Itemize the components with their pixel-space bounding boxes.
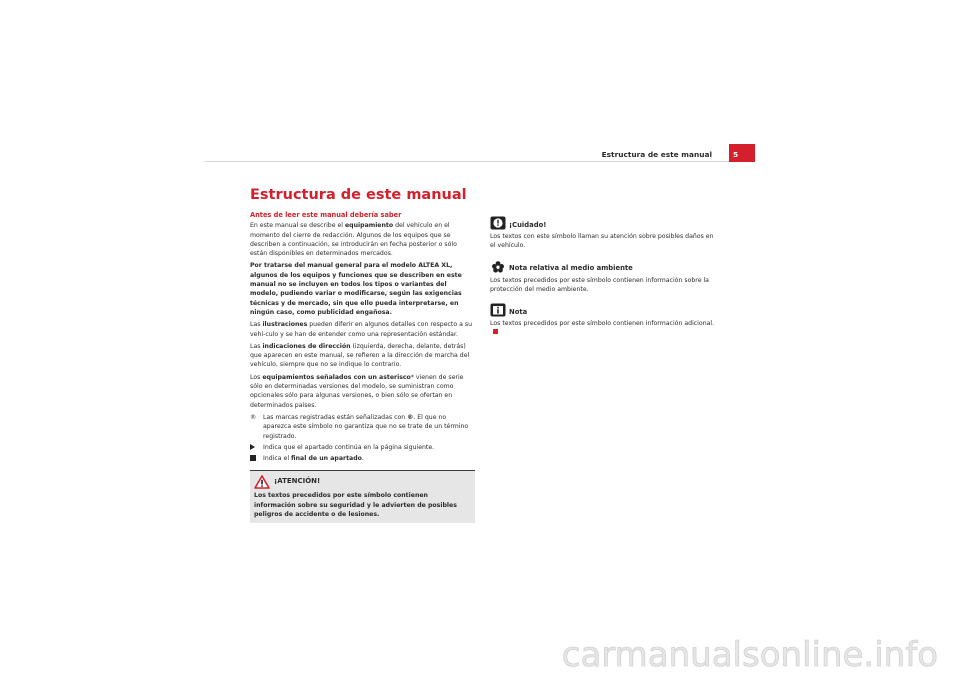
warning-text: Los textos precedidos por este símbolo contienen información sobre su seguridad y le advierten de posibles peligros de accidente o de lesiones. <box>254 492 457 519</box>
list-item-registered <box>250 413 475 441</box>
item1-text-end: . El que no aparezca este símbolo no garantiza que no se trate de un término registrado. <box>263 413 469 440</box>
item1-inline-mark: ® <box>407 413 414 421</box>
page-number: 5 <box>733 150 739 159</box>
info-icon <box>490 303 506 317</box>
p3-text-end: pueden diferir en algunos detalles con respecto a su vehí-culo y se han de entender como una representación estándar. <box>250 321 473 338</box>
item3-text: Indica el <box>263 455 292 463</box>
p2-bold: Por tratarse del manual general para el modelo ALTEA XL, algunos de los equipos y funciones que se describen en este manual no se incluyen en todos los tipos o variantes del modelo, pudiendo variar o modificarse, según las exigencias técnicas y de mercado, sin que ello pueda interpretarse, en ningún caso, como publicidad engañosa. <box>250 262 462 316</box>
warning-triangle-icon <box>254 475 270 489</box>
paragraph-disclaimer <box>250 261 475 317</box>
p1-bold: equipamiento <box>344 222 394 230</box>
caution-header <box>490 216 720 230</box>
note-text-row <box>490 319 720 338</box>
warning-title: ¡ATENCIÓN! <box>274 477 321 486</box>
item1-text: Las marcas registradas están señalizadas con <box>263 413 408 421</box>
item3-text-end: . <box>361 455 364 463</box>
p5-text-end: * vienen de serie sólo en determinadas versiones del modelo, se suministran como opcionales sólo para algunas versiones, o bien sólo se ofertan en determinados países. <box>250 373 464 409</box>
paragraph-illustrations <box>250 320 475 339</box>
watermark-text: carmanualsonline.info <box>561 635 938 675</box>
paragraph-asterisk <box>250 373 475 410</box>
running-title: Estructura de este manual <box>601 150 712 159</box>
flower-icon <box>490 260 506 274</box>
watermark <box>0 626 960 678</box>
p1-text-end: del vehículo en el momento del cierre de redacción. Algunos de los equipos que se describen a continuación, se introducirán en fecha posterior o sólo están disponibles en determinados mercados. <box>250 222 457 258</box>
environment-block <box>490 260 720 295</box>
end-square-icon <box>250 454 256 464</box>
registered-mark: ® <box>250 413 257 421</box>
list-item-end <box>250 454 475 463</box>
paragraph-directions <box>250 342 475 370</box>
p4-bold: indicaciones de dirección <box>262 342 351 350</box>
p5-text: Los <box>250 373 263 381</box>
caution-text: Los textos con este símbolo llaman su atención sobre posibles daños en el vehículo. <box>490 233 714 250</box>
environment-header <box>490 260 720 274</box>
p3-bold: ilustraciones <box>262 321 308 329</box>
warning-header <box>254 474 471 489</box>
list-item-continues <box>250 443 475 452</box>
left-column <box>250 211 475 523</box>
p4-text: Las <box>250 342 263 350</box>
section-subheading: Antes de leer este manual debería saber <box>250 211 402 219</box>
arrow-right-icon <box>250 443 255 454</box>
note-text: Los textos precedidos por este símbolo contienen información adicional. <box>490 320 715 328</box>
end-square-icon <box>493 329 498 334</box>
right-column <box>490 216 720 347</box>
page-title: Estructura de este manual <box>250 187 467 203</box>
note-block <box>490 303 720 338</box>
environment-title: Nota relativa al medio ambiente <box>509 264 633 273</box>
caution-block <box>490 216 720 251</box>
caution-icon <box>490 216 506 230</box>
warning-box <box>250 470 475 523</box>
header-rule <box>205 161 755 162</box>
item3-bold: final de un apartado <box>291 455 362 463</box>
environment-text: Los textos precedidos por este símbolo contienen información sobre la protección del medio ambiente. <box>490 276 709 293</box>
p5-bold: equipamientos señalados con un asterisco <box>262 373 411 381</box>
p4-text-end: (izquierda, derecha, delante, detrás) que aparecen en este manual, se refieren a la dirección de marcha del vehículo, siempre que no se indique lo contrario. <box>250 342 470 369</box>
caution-title: ¡Cuidado! <box>509 220 547 229</box>
p1-text: En este manual se describe el <box>250 222 345 230</box>
item2-text: Indica que el apartado continúa en la página siguiente. <box>263 443 435 451</box>
paragraph-equipment <box>250 221 475 258</box>
note-title: Nota <box>509 307 528 316</box>
note-header <box>490 303 720 317</box>
p3-text: Las <box>250 321 263 329</box>
